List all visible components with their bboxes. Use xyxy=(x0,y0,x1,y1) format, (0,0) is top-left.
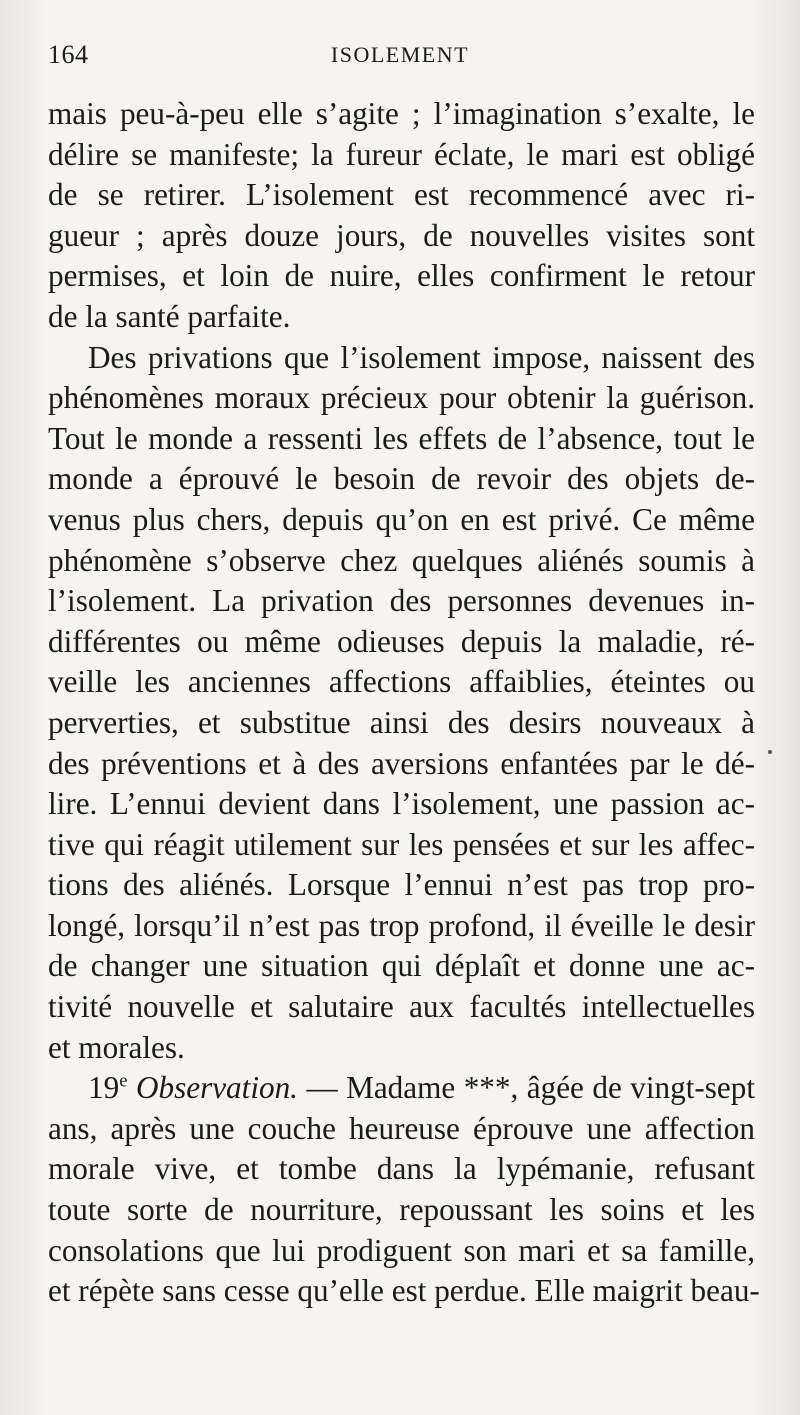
text-line: des préventions et à des aversions enfantées par le dé- xyxy=(48,745,755,781)
text-line: toute sorte de nourriture, repoussant les soins et les xyxy=(48,1192,755,1228)
text-line: venus plus chers, depuis qu’on en est privé. Ce même xyxy=(48,501,755,537)
observation-superscript: e xyxy=(119,1070,128,1092)
text-line: différentes ou même odieuses depuis la maladie, ré- xyxy=(48,623,755,659)
text-line: délire se manifeste; la fureur éclate, le mari est obligé xyxy=(48,136,755,172)
text-line: tivité nouvelle et salutaire aux facultés intellectuelles xyxy=(48,989,755,1025)
observation-heading-line xyxy=(48,1068,755,1109)
text-line: et répète sans cesse qu’elle est perdue. Elle maigrit beau- xyxy=(48,1273,760,1309)
text-line: Tout le monde a ressenti les effets de l’absence, tout le xyxy=(48,420,755,456)
text-line: tive qui réagit utilement sur les pensées et sur les affec- xyxy=(48,826,755,862)
ink-speck xyxy=(768,750,772,754)
text-line: lire. L’ennui devient dans l’isolement, une passion ac- xyxy=(48,786,755,822)
text-line: de se retirer. L’isolement est recommencé avec ri- xyxy=(48,177,755,213)
text-line: mais peu-à-peu elle s’agite ; l’imagination s’exalte, le xyxy=(48,96,755,131)
text-line: de changer une situation qui déplaît et donne une ac- xyxy=(48,948,755,984)
text-line: tions des aliénés. Lorsque l’ennui n’est pas trop pro- xyxy=(48,867,755,903)
text-line: monde a éprouvé le besoin de revoir des objets de- xyxy=(48,461,755,497)
text-line: ans, après une couche heureuse éprouve une affection xyxy=(48,1110,755,1146)
observation-label: Observation. xyxy=(135,1070,298,1106)
text-line: veille les anciennes affections affaiblies, éteintes ou xyxy=(48,664,755,700)
text-line: perverties, et substitue ainsi des desirs nouveaux à xyxy=(48,704,755,740)
page-header xyxy=(48,40,752,76)
observation-number: 19 xyxy=(88,1070,120,1106)
observation-text: — Madame ***, âgée de vingt-sept xyxy=(297,1070,756,1106)
page-number: 164 xyxy=(48,40,89,69)
page-body xyxy=(48,94,760,1312)
text-line: longé, lorsqu’il n’est pas trop profond, il éveille le desir xyxy=(48,907,755,943)
text-line: permises, et loin de nuire, elles confirment le retour xyxy=(48,258,755,294)
running-title: ISOLEMENT xyxy=(330,42,470,67)
text-line: de la santé parfaite. xyxy=(48,298,291,334)
paragraph-2 xyxy=(48,338,755,1069)
text-line: phénomènes moraux précieux pour obtenir la guérison. xyxy=(48,380,755,416)
text-line: gueur ; après douze jours, de nouvelles visites sont xyxy=(48,217,755,253)
text-line: phénomène s’observe chez quelques aliénés soumis à xyxy=(48,542,755,578)
text-line: morale vive, et tombe dans la lypémanie, refusant xyxy=(48,1151,755,1187)
text-line: et morales. xyxy=(48,1029,185,1065)
paragraph-3 xyxy=(48,1068,760,1312)
text-line: Des privations que l’isolement impose, naissent des xyxy=(88,339,755,375)
paragraph-1 xyxy=(48,94,755,338)
text-line: consolations que lui prodiguent son mari et sa famille, xyxy=(48,1232,755,1268)
text-line: l’isolement. La privation des personnes devenues in- xyxy=(48,583,755,619)
